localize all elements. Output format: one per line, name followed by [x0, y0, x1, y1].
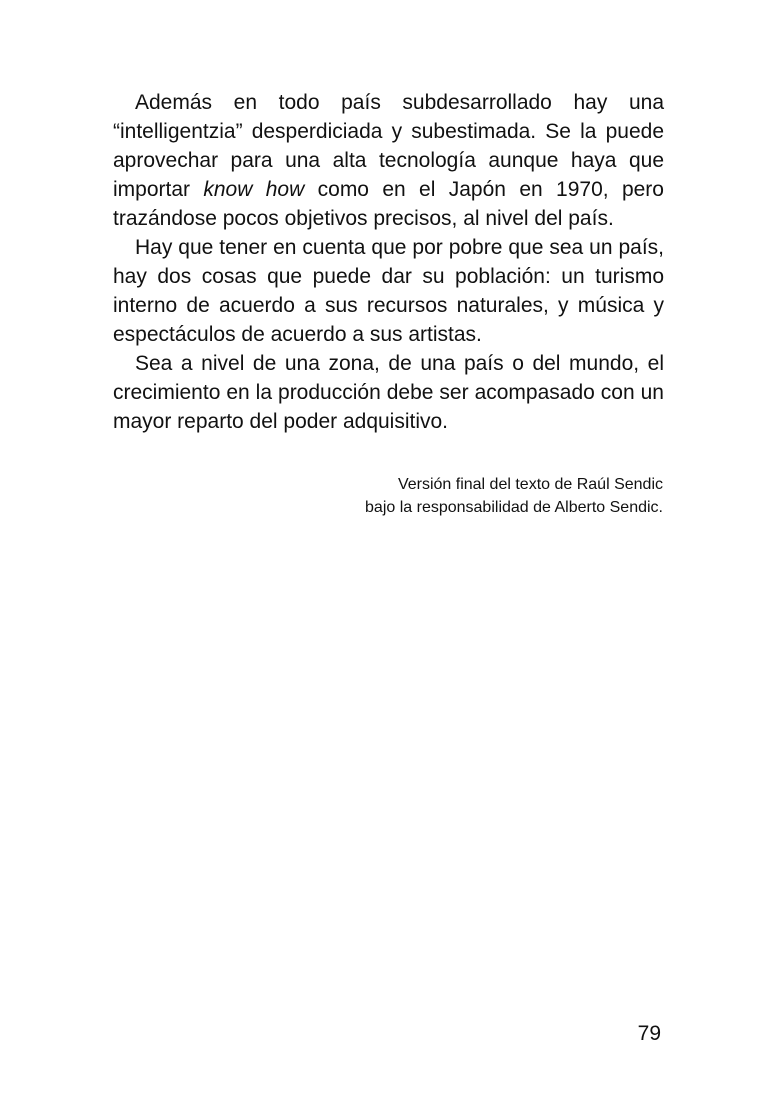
paragraph-1-text-start: Además en todo país subdesarrollado hay una “intelligentzia” desperdiciada y subestimada. Se la puede aprovechar para una alta tecnología aunque haya que importar [113, 91, 664, 201]
paragraph-1 [113, 88, 664, 233]
paragraph-2: Hay que tener en cuenta que por pobre que sea un país, hay dos cosas que puede dar su población: un turismo interno de acuerdo a sus recursos naturales, y música y espectáculos de acuerdo a sus artistas. [113, 236, 664, 346]
body-text [113, 88, 664, 436]
attribution-line-1: Versión final del texto de Raúl Sendic [397, 476, 663, 493]
paragraph-3: Sea a nivel de una zona, de una país o del mundo, el crecimiento en la producción debe ser acompasado con un mayor reparto del poder adquisitivo. [113, 352, 664, 433]
page-number: 79 [637, 1022, 661, 1045]
closing-attribution [365, 473, 663, 519]
attribution-line-2: bajo la responsabilidad de Alberto Sendic. [365, 499, 663, 516]
paragraph-1-text-end: como en el Japón en 1970, pero trazándose pocos objetivos precisos, al nivel del país. [113, 178, 664, 230]
paragraph-1-italic-term: know how [203, 178, 305, 201]
